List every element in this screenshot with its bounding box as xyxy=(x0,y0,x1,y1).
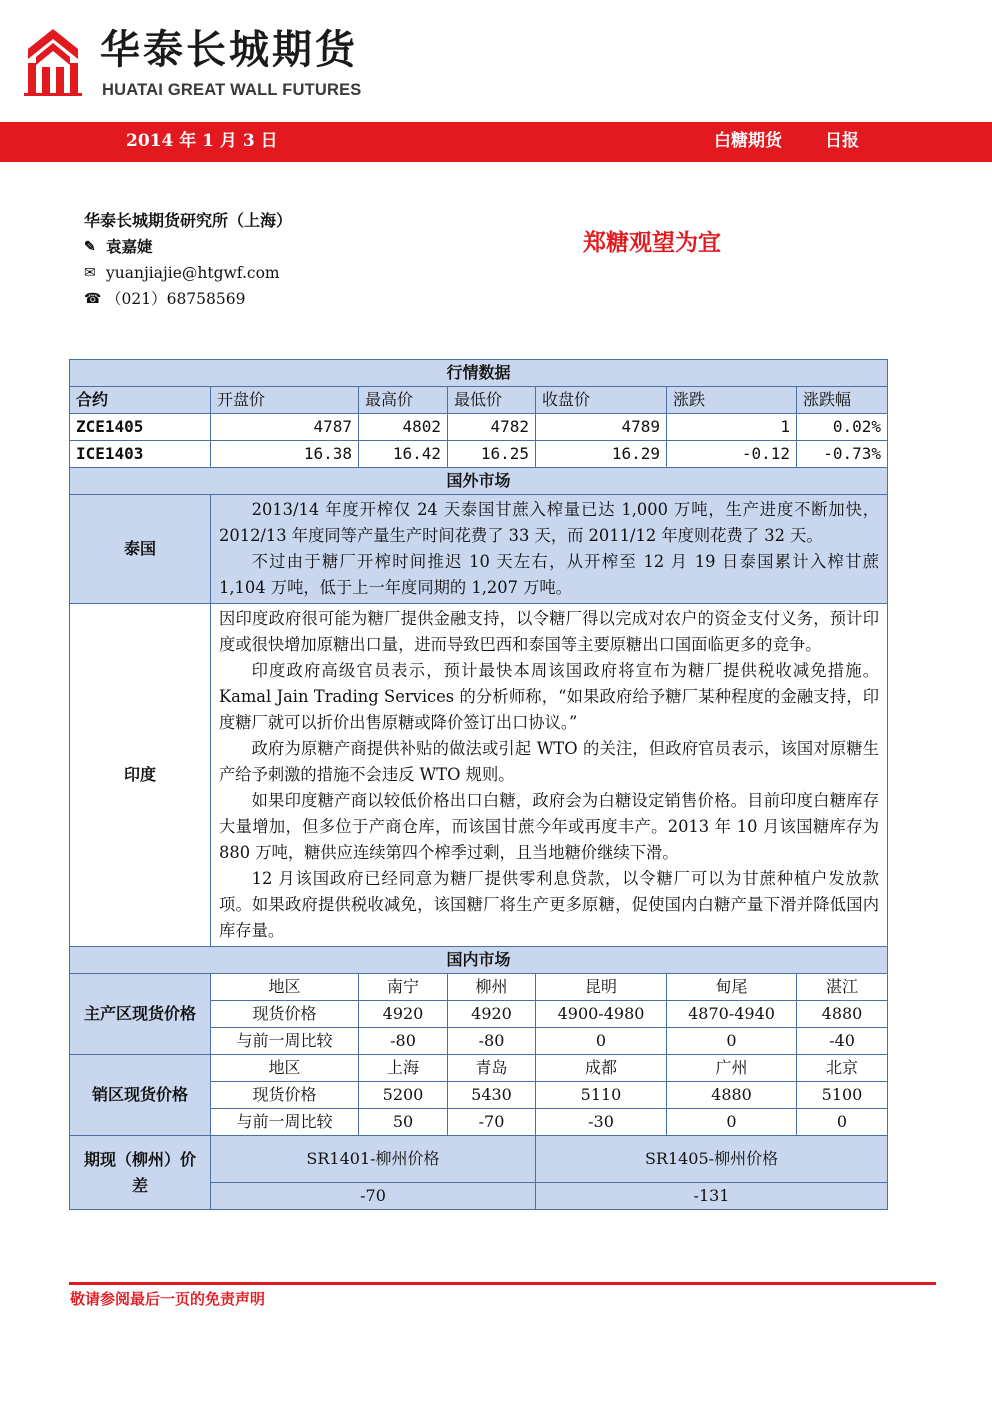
region-cell: 昆明 xyxy=(536,974,667,1001)
market-row xyxy=(70,414,888,441)
change-cell: 0 xyxy=(667,1109,797,1136)
domestic-market-title: 国内市场 xyxy=(70,947,888,974)
region-cell: 青岛 xyxy=(448,1055,536,1082)
high-cell: 16.42 xyxy=(359,441,448,468)
region-cell: 北京 xyxy=(797,1055,888,1082)
change-cell: 50 xyxy=(359,1109,448,1136)
change-pct-cell: 0.02% xyxy=(797,414,888,441)
market-col-header: 涨跌幅 xyxy=(797,387,888,414)
close-cell: 4789 xyxy=(536,414,667,441)
report-headline: 郑糖观望为宜 xyxy=(583,229,721,256)
brand-name-en: HUATAI GREAT WALL FUTURES xyxy=(102,81,362,99)
change-header: 与前一周比较 xyxy=(211,1109,359,1136)
change-cell: -80 xyxy=(448,1028,536,1055)
region-header: 地区 xyxy=(211,1055,359,1082)
change-cell: 0 xyxy=(536,1028,667,1055)
india-row xyxy=(70,604,888,947)
price-header: 现货价格 xyxy=(211,1001,359,1028)
open-cell: 4787 xyxy=(211,414,359,441)
production-label: 主产区现货价格 xyxy=(70,974,211,1055)
price-cell: 4920 xyxy=(359,1001,448,1028)
footer-divider xyxy=(69,1282,936,1285)
region-cell: 成都 xyxy=(536,1055,667,1082)
price-cell: 4900-4980 xyxy=(536,1001,667,1028)
market-col-header: 最高价 xyxy=(359,387,448,414)
author-email[interactable]: yuanjiajie@htgwf.com xyxy=(106,264,280,282)
region-cell: 湛江 xyxy=(797,974,888,1001)
email-row xyxy=(84,262,280,284)
market-col-header: 开盘价 xyxy=(211,387,359,414)
change-cell: -0.12 xyxy=(667,441,797,468)
basis-header: SR1405-柳州价格 xyxy=(536,1136,888,1183)
india-paragraph: 因印度政府很可能为糖厂提供金融支持，以令糖厂得以完成对农户的资金支付义务，预计印度或很快增加原糖出口量，进而导致巴西和泰国等主要原糖出口国面临更多的竞争。 xyxy=(219,609,880,654)
edit-icon: ✎ xyxy=(84,239,96,255)
high-cell: 4802 xyxy=(359,414,448,441)
region-cell: 广州 xyxy=(667,1055,797,1082)
report-table xyxy=(69,359,888,1210)
india-label: 印度 xyxy=(70,604,211,947)
basis-label: 期现（柳州）价差 xyxy=(70,1136,211,1210)
region-cell: 南宁 xyxy=(359,974,448,1001)
low-cell: 4782 xyxy=(448,414,536,441)
report-date: 2014 年 1 月 3 日 xyxy=(126,131,278,151)
region-cell: 上海 xyxy=(359,1055,448,1082)
change-cell: 0 xyxy=(667,1028,797,1055)
india-paragraph: 12 月该国政府已经同意为糖厂提供零利息贷款，以令糖厂可以为甘蔗种植户发放款项。如果政府提供税收减免，该国糖厂将生产更多原糖，促使国内白糖产量下滑并降低国内库存量。 xyxy=(219,869,880,940)
price-cell: 5430 xyxy=(448,1082,536,1109)
product-name: 白糖期货 xyxy=(714,131,782,151)
basis-value: -70 xyxy=(211,1183,536,1210)
market-header-row xyxy=(70,387,888,414)
mail-icon: ✉ xyxy=(84,265,96,281)
region-cell: 甸尾 xyxy=(667,974,797,1001)
price-cell: 4870-4940 xyxy=(667,1001,797,1028)
low-cell: 16.25 xyxy=(448,441,536,468)
thailand-label: 泰国 xyxy=(70,495,211,604)
open-cell: 16.38 xyxy=(211,441,359,468)
institute-name: 华泰长城期货研究所（上海） xyxy=(84,211,293,230)
brand-name-cn: 华泰长城期货 xyxy=(100,27,358,73)
phone-icon: ☎ xyxy=(84,291,102,307)
thailand-paragraph: 不过由于糖厂开榨时间推迟 10 天左右，从开榨至 12 月 19 日泰国累计入榨甘蔗 1,104 万吨，低于上一年度同期的 1,207 万吨。 xyxy=(219,552,880,597)
report-type: 日报 xyxy=(825,131,859,151)
india-paragraph: 如果印度糖产商以较低价格出口白糖，政府会为白糖设定销售价格。目前印度白糖库存大量增加，但多位于产商仓库，而该国甘蔗今年或再度丰产。2013 年 10 月该国糖库存为 880 万吨，糖供应连续第四个榨季过剩，且当地糖价继续下滑。 xyxy=(219,791,880,862)
change-cell: -30 xyxy=(536,1109,667,1136)
change-pct-cell: -0.73% xyxy=(797,441,888,468)
sales-label: 销区现货价格 xyxy=(70,1055,211,1136)
author-name: 袁嘉婕 xyxy=(106,237,153,256)
region-cell: 柳州 xyxy=(448,974,536,1001)
market-col-header: 涨跌 xyxy=(667,387,797,414)
price-cell: 5100 xyxy=(797,1082,888,1109)
market-col-header: 收盘价 xyxy=(536,387,667,414)
price-cell: 5110 xyxy=(536,1082,667,1109)
foreign-market-title: 国外市场 xyxy=(70,468,888,495)
basis-value: -131 xyxy=(536,1183,888,1210)
price-cell: 5200 xyxy=(359,1082,448,1109)
contract-cell: ZCE1405 xyxy=(70,414,211,441)
india-text xyxy=(211,604,888,947)
price-cell: 4920 xyxy=(448,1001,536,1028)
basis-header: SR1401-柳州价格 xyxy=(211,1136,536,1183)
market-data-title: 行情数据 xyxy=(70,360,888,387)
close-cell: 16.29 xyxy=(536,441,667,468)
price-cell: 4880 xyxy=(667,1082,797,1109)
change-cell: 0 xyxy=(797,1109,888,1136)
price-header: 现货价格 xyxy=(211,1082,359,1109)
thailand-row xyxy=(70,495,888,604)
author-row xyxy=(84,236,153,258)
change-cell: -70 xyxy=(448,1109,536,1136)
thailand-text xyxy=(211,495,888,604)
change-header: 与前一周比较 xyxy=(211,1028,359,1055)
change-cell: 1 xyxy=(667,414,797,441)
price-cell: 4880 xyxy=(797,1001,888,1028)
contract-cell: ICE1403 xyxy=(70,441,211,468)
phone-row xyxy=(84,288,245,310)
company-logo xyxy=(22,27,84,97)
region-header: 地区 xyxy=(211,974,359,1001)
india-paragraph: 印度政府高级官员表示，预计最快本周该国政府将宣布为糖厂提供税收减免措施。Kamal Jain Trading Services 的分析师称，“如果政府给予糖厂某种程度的金融支持，印度糖厂就可以折价出售原糖或降价签订出口协议。” xyxy=(219,661,880,732)
market-row xyxy=(70,441,888,468)
sales-region-row xyxy=(70,1055,888,1082)
market-col-header: 最低价 xyxy=(448,387,536,414)
disclaimer-link[interactable]: 敬请参阅最后一页的免责声明 xyxy=(70,1290,266,1308)
change-cell: -40 xyxy=(797,1028,888,1055)
production-region-row xyxy=(70,974,888,1001)
thailand-paragraph: 2013/14 年度开榨仅 24 天泰国甘蔗入榨量已达 1,000 万吨，生产进度不断加快，2012/13 年度同等产量生产时间花费了 33 天，而 2011/12 年度则花费了 32 天。 xyxy=(219,500,880,545)
market-col-header: 合约 xyxy=(70,387,211,414)
basis-header-row xyxy=(70,1136,888,1183)
india-paragraph: 政府为原糖产商提供补贴的做法或引起 WTO 的关注，但政府官员表示，该国对原糖生产给予刺激的措施不会违反 WTO 规则。 xyxy=(219,739,880,784)
author-phone: （021）68758569 xyxy=(106,290,246,308)
change-cell: -80 xyxy=(359,1028,448,1055)
